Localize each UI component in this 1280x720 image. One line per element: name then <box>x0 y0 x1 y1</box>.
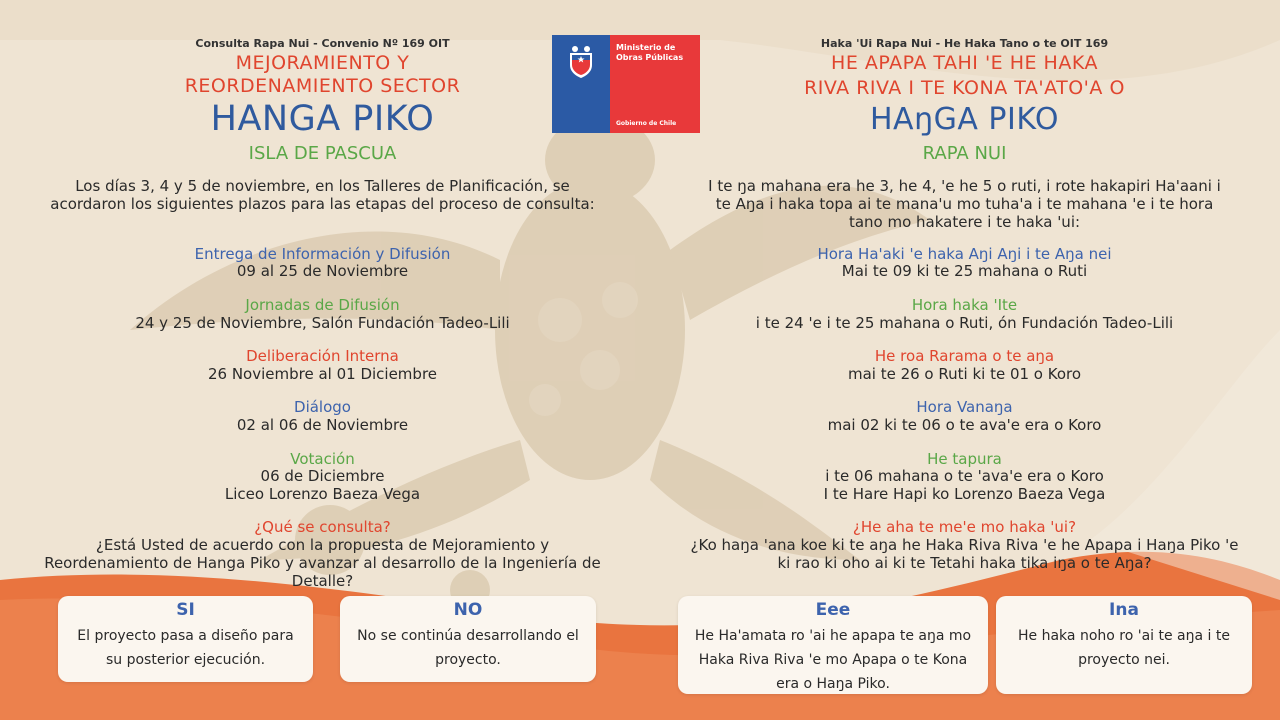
right-stage-5-detail2: I te Hare Hapi ko Lorenzo Baeza Vega <box>823 485 1106 503</box>
right-question-label: ¿He aha te me'e mo haka 'ui? <box>852 518 1077 536</box>
left-title-line1: MEJORAMIENTO Y <box>235 52 410 74</box>
left-question-label: ¿Qué se consulta? <box>254 518 391 536</box>
left-question: ¿Está Usted de acuerdo con la propuesta de Mejoramiento y Reordenamiento de Hanga Piko y avanzar al desarrollo de la Ingeniería de Detalle? <box>44 536 601 590</box>
logo-ministry-text: Ministerio de Obras Públicas <box>616 43 684 62</box>
left-yes-card <box>58 596 313 682</box>
left-intro: Los días 3, 4 y 5 de noviembre, en los Talleres de Planificación, se acordaron los siguientes plazos para las etapas del proceso de consulta: <box>50 177 595 213</box>
left-stage-1-label: Entrega de Información y Difusión <box>194 245 451 263</box>
right-stage-4-label: Hora Vanaŋa <box>916 398 1013 416</box>
left-yes-title: SI <box>176 600 195 620</box>
left-no-title: NO <box>453 600 483 620</box>
right-stage-3-detail: mai te 26 o Ruti ki te 01 o Koro <box>847 365 1082 383</box>
right-stage-4-detail: mai 02 ki te 06 o te ava'e era o Koro <box>827 416 1102 434</box>
right-stage-3-label: He roa Rarama o te aŋa <box>874 347 1055 365</box>
right-stage-1-detail: Mai te 09 ki te 25 mahana o Ruti <box>841 262 1088 280</box>
right-yes-text: He Ha'amata ro 'ai he apapa te aŋa mo Haka Riva Riva 'e mo Apapa o te Kona era o Haŋa Piko. <box>694 628 972 692</box>
left-stage-4-label: Diálogo <box>294 398 351 416</box>
left-subtitle: Consulta Rapa Nui - Convenio Nº 169 OIT <box>195 37 450 50</box>
ministry-logo <box>552 35 700 133</box>
right-yes-card <box>678 596 988 694</box>
left-stage-3-detail: 26 Noviembre al 01 Diciembre <box>207 365 438 383</box>
right-no-card <box>996 596 1252 694</box>
left-stage-2-label: Jornadas de Difusión <box>245 296 400 314</box>
right-stage-1-label: Hora Ha'aki 'e haka Aŋi Aŋi i te Aŋa nei <box>817 245 1112 263</box>
right-title-line2: RIVA RIVA I TE KONA TA'ATO'A O <box>804 77 1125 99</box>
right-title-main: HAŋGA PIKO <box>870 102 1059 137</box>
left-title-main: HANGA PIKO <box>210 99 435 139</box>
coat-of-arms-icon <box>562 43 600 81</box>
right-stage-2-detail: i te 24 'e i te 25 mahana o Ruti, ón Fundación Tadeo-Lili <box>755 314 1174 332</box>
left-stage-1-detail: 09 al 25 de Noviembre <box>236 262 409 280</box>
right-subtitle: Haka 'Ui Rapa Nui - He Haka Tano o te OIT 169 <box>820 37 1109 50</box>
right-yes-title: Eee <box>815 600 851 620</box>
left-stage-5-label: Votación <box>290 450 355 468</box>
logo-government-text: Gobierno de Chile <box>616 120 677 127</box>
left-stage-5-detail: 06 de Diciembre <box>260 467 385 485</box>
right-no-text: He haka noho ro 'ai te aŋa i te proyecto nei. <box>1018 628 1230 668</box>
right-question: ¿Ko haŋa 'ana koe ki te aŋa he Haka Riva Riva 'e he Apapa i Haŋa Piko 'e ki rao ki oho ai ki te Tetahi haka tika iŋa o te Aŋa? <box>690 536 1239 572</box>
left-place: ISLA DE PASCUA <box>248 143 397 164</box>
logo-blue-panel <box>552 35 610 133</box>
left-stage-3-label: Deliberación Interna <box>246 347 399 365</box>
left-stage-5-detail2: Liceo Lorenzo Baeza Vega <box>224 485 421 503</box>
right-intro: I te ŋa mahana era he 3, he 4, 'e he 5 o ruti, i rote hakapiri Ha'aani i te Aŋa i haka topa ai te mana'u mo tuha'a i te mahana 'e i te hora tano mo hakatere i te haka 'ui: <box>708 177 1221 231</box>
right-stage-5-detail: i te 06 mahana o te 'ava'e era o Koro <box>825 467 1104 485</box>
right-place: RAPA NUI <box>922 143 1007 164</box>
left-no-card <box>340 596 596 682</box>
left-stage-2-detail: 24 y 25 de Noviembre, Salón Fundación Tadeo-Lili <box>135 314 510 332</box>
right-title-line1: HE APAPA TAHI 'E HE HAKA <box>831 52 1098 74</box>
left-title-line2: REORDENAMIENTO SECTOR <box>184 75 461 97</box>
left-stage-4-detail: 02 al 06 de Noviembre <box>236 416 409 434</box>
right-no-title: Ina <box>1109 600 1139 620</box>
right-stage-5-label: He tapura <box>927 450 1002 468</box>
left-no-text: No se continúa desarrollando el proyecto. <box>357 628 579 668</box>
left-yes-text: El proyecto pasa a diseño para su posterior ejecución. <box>77 628 294 668</box>
right-stage-2-label: Hora haka 'Ite <box>911 296 1018 314</box>
